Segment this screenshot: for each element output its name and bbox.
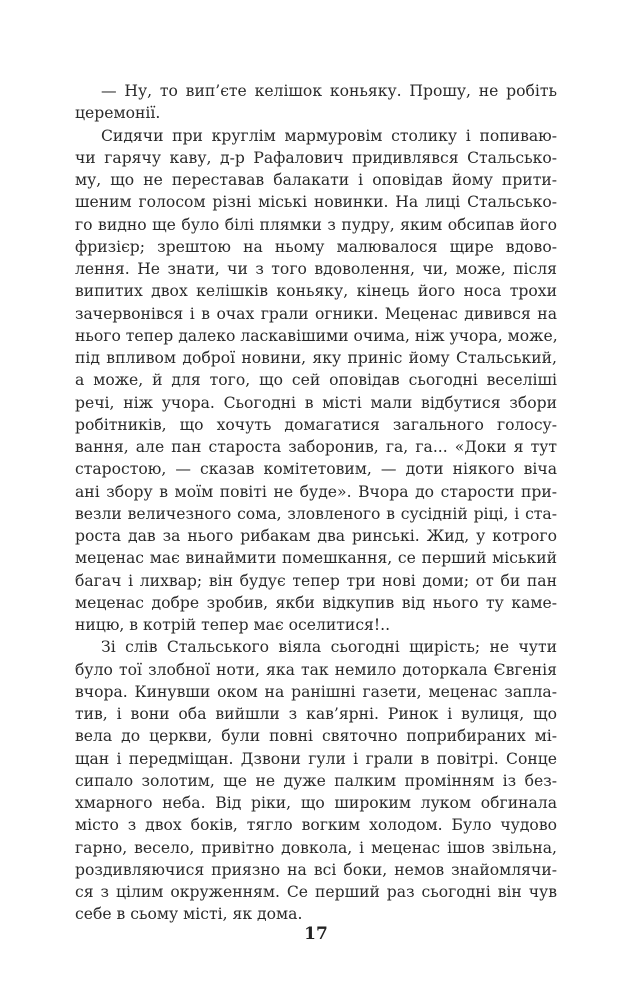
text-line: Зі слів Стальського віяла сьогодні щирість; не чути	[101, 638, 557, 657]
page-number: 17	[304, 924, 328, 944]
text-line: везли величезного сома, зловленого в сусідній ріці, і ста-	[75, 504, 557, 523]
text-line: було тої злобної ноти, яка так немило доторкала Євгенія	[75, 660, 557, 679]
text-line: фризієр; зрештою на ньому малювалося щире вдово-	[75, 237, 557, 256]
text-line: роздивляючися приязно на всі боки, немов знайомлячи-	[75, 860, 557, 879]
text-line: — Ну, то вип’єте келішок коньяку. Прошу, не робіть	[101, 82, 557, 100]
text-line: під впливом доброї новини, яку приніс йому Стальський,	[75, 349, 557, 367]
text-line: старостою, — сказав комітетовим, — доти ніякого віча	[75, 460, 557, 479]
text-line: робітників, що хочуть домагатися загального голосу-	[75, 415, 557, 434]
text-line: вання, але пан староста заборонив, га, га... «Доки я тут	[75, 438, 557, 456]
text-line: гарно, весело, привітно довкола, і меценас ішов звільна,	[75, 838, 557, 857]
text-line: зачервонівся і в очах грали огники. Меценас дивився на	[75, 304, 557, 323]
text-line: го видно ще було білі плямки з пудру, яким обсипав його	[75, 215, 557, 234]
text-line: ницю, в котрій тепер має оселитися!..	[75, 616, 391, 634]
text-line: вела до церкви, були повні святочно поприбираних мі-	[75, 727, 557, 746]
text-line: чи гарячу каву, д-р Рафалович придивлявся Стальсько-	[75, 148, 557, 167]
text-line: місто з двох боків, тягло вогким холодом. Було чудово	[75, 816, 557, 835]
text-line: вчора. Кинувши оком на ранішні газети, меценас запла-	[75, 682, 557, 701]
text-line: тив, і вони оба вийшли з кав’ярні. Ринок і вулиця, що	[75, 705, 557, 723]
text-line: а може, й для того, що сей оповідав сьогодні веселіші	[75, 371, 557, 390]
book-page-text	[75, 80, 557, 926]
text-line: ані збору в моїм повіті не буде». Вчора до старости при-	[75, 482, 557, 501]
text-line: хмарного неба. Від ріки, що широким луком обгинала	[75, 794, 557, 812]
text-line: лення. Не знати, чи з того вдоволення, чи, може, після	[75, 260, 557, 278]
text-line: щан і передміщан. Дзвони гули і грали в повітрі. Сонце	[75, 749, 557, 768]
text-line: Сидячи при круглім мармуровім столику і попиваю-	[101, 126, 557, 145]
text-line: нього тепер далеко ласкавішими очима, ніж учора, може,	[75, 326, 558, 345]
text-line: церемонії.	[75, 104, 161, 123]
text-line: речі, ніж учора. Сьогодні в місті мали відбутися збори	[75, 393, 557, 412]
text-line: роста дав за нього рибакам два ринські. Жид, у котрого	[75, 527, 557, 545]
text-line: шеним голосом різні міські новинки. На лиці Стальсько-	[75, 193, 557, 212]
text-line: му, що не переставав балакати і оповідав йому прити-	[75, 171, 557, 189]
text-line: меценас добре зробив, якби відкупив від нього ту каме-	[75, 593, 557, 612]
text-line: сипало золотим, ще не дуже палким промінням із без-	[75, 771, 557, 790]
text-line: ся з цілим окруженням. Се перший раз сьогодні він чув	[75, 883, 557, 901]
text-line: випитих двох келішків коньяку, кінець його носа трохи	[75, 282, 557, 301]
text-line: меценас має винаймити помешкання, се перший міський	[75, 549, 557, 568]
text-line: себе в сьому місті, як дома.	[75, 905, 303, 924]
text-line: багач і лихвар; він будує тепер три нові доми; от би пан	[75, 571, 557, 590]
